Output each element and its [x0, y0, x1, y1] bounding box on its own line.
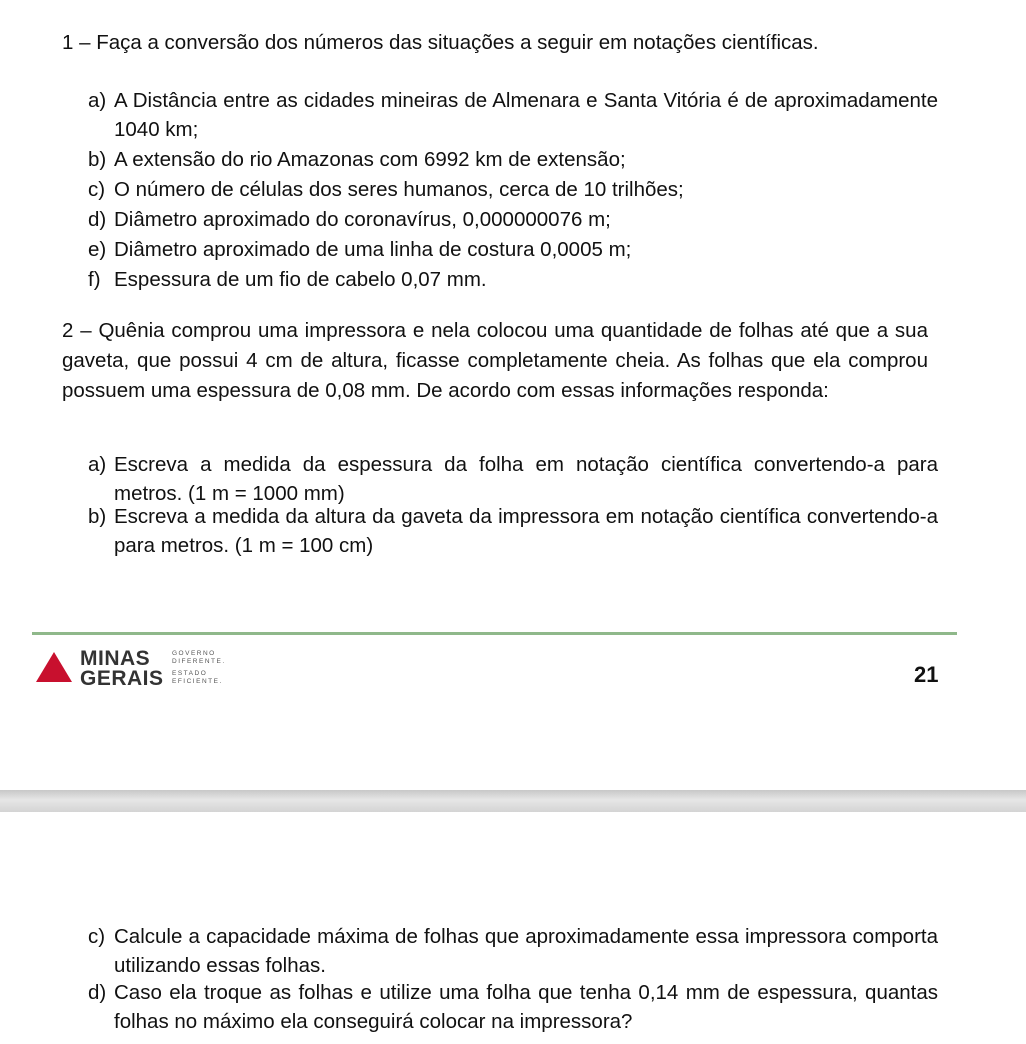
item-label: a)	[88, 453, 107, 476]
item-label: c)	[88, 178, 106, 201]
q2-item-d	[88, 978, 938, 1036]
question-1-heading: 1 – Faça a conversão dos números das situações a seguir em notações científicas.	[62, 31, 819, 54]
item-text: Calcule a capacidade máxima de folhas que aproximadamente essa impressora comporta utilizando essas folhas.	[114, 925, 938, 977]
item-label: d)	[88, 208, 107, 231]
item-text: Escreva a medida da espessura da folha em notação científica convertendo-a para metros. (1 m = 1000 mm)	[114, 453, 938, 505]
page-separator	[0, 790, 1026, 812]
q1-item-a	[88, 86, 938, 144]
item-label: d)	[88, 981, 107, 1004]
item-text: Diâmetro aproximado do coronavírus, 0,000000076 m;	[114, 208, 611, 231]
triangle-logo-icon	[36, 652, 72, 682]
item-label: e)	[88, 238, 107, 261]
footer-divider	[32, 632, 957, 635]
q1-item-f	[88, 265, 938, 294]
item-label: f)	[88, 268, 101, 291]
q1-item-d	[88, 205, 938, 234]
logo-small-governo: GOVERNO	[172, 650, 216, 657]
q2-item-c	[88, 922, 938, 980]
item-text: A Distância entre as cidades mineiras de Almenara e Santa Vitória é de aproximadamente 1040 km;	[114, 89, 938, 141]
q1-item-c	[88, 175, 938, 204]
q2-item-b	[88, 502, 938, 560]
question-2-intro: 2 – Quênia comprou uma impressora e nela colocou uma quantidade de folhas até que a sua gaveta, que possui 4 cm de altura, ficasse completamente cheia. As folhas que ela comprou possuem uma espessura de 0,08 mm. De acordo com essas informações responda:	[62, 319, 928, 402]
item-text: A extensão do rio Amazonas com 6992 km de extensão;	[114, 148, 626, 171]
item-label: a)	[88, 89, 107, 112]
item-text: Caso ela troque as folhas e utilize uma folha que tenha 0,14 mm de espessura, quantas folhas no máximo ela conseguirá colocar na impressora?	[114, 981, 938, 1033]
item-text: Escreva a medida da altura da gaveta da impressora em notação científica convertendo-a para metros. (1 m = 100 cm)	[114, 505, 938, 557]
item-label: b)	[88, 148, 107, 171]
q1-item-e	[88, 235, 938, 264]
logo-text-gerais: GERAIS	[80, 667, 164, 690]
logo-small-eficiente: EFICIENTE.	[172, 678, 223, 685]
item-text: O número de células dos seres humanos, cerca de 10 trilhões;	[114, 178, 684, 201]
minas-gerais-logo	[36, 648, 276, 692]
item-label: b)	[88, 505, 107, 528]
logo-small-diferente: DIFERENTE.	[172, 658, 226, 665]
logo-small-estado: ESTADO	[172, 670, 208, 677]
page-number: 21	[914, 662, 939, 687]
item-label: c)	[88, 925, 106, 948]
item-text: Espessura de um fio de cabelo 0,07 mm.	[114, 268, 487, 291]
page-lower	[0, 812, 1026, 1044]
q2-item-a	[88, 450, 938, 508]
q1-item-b	[88, 145, 938, 174]
item-text: Diâmetro aproximado de uma linha de costura 0,0005 m;	[114, 238, 632, 261]
logo-text-minas: MINAS	[80, 647, 151, 670]
